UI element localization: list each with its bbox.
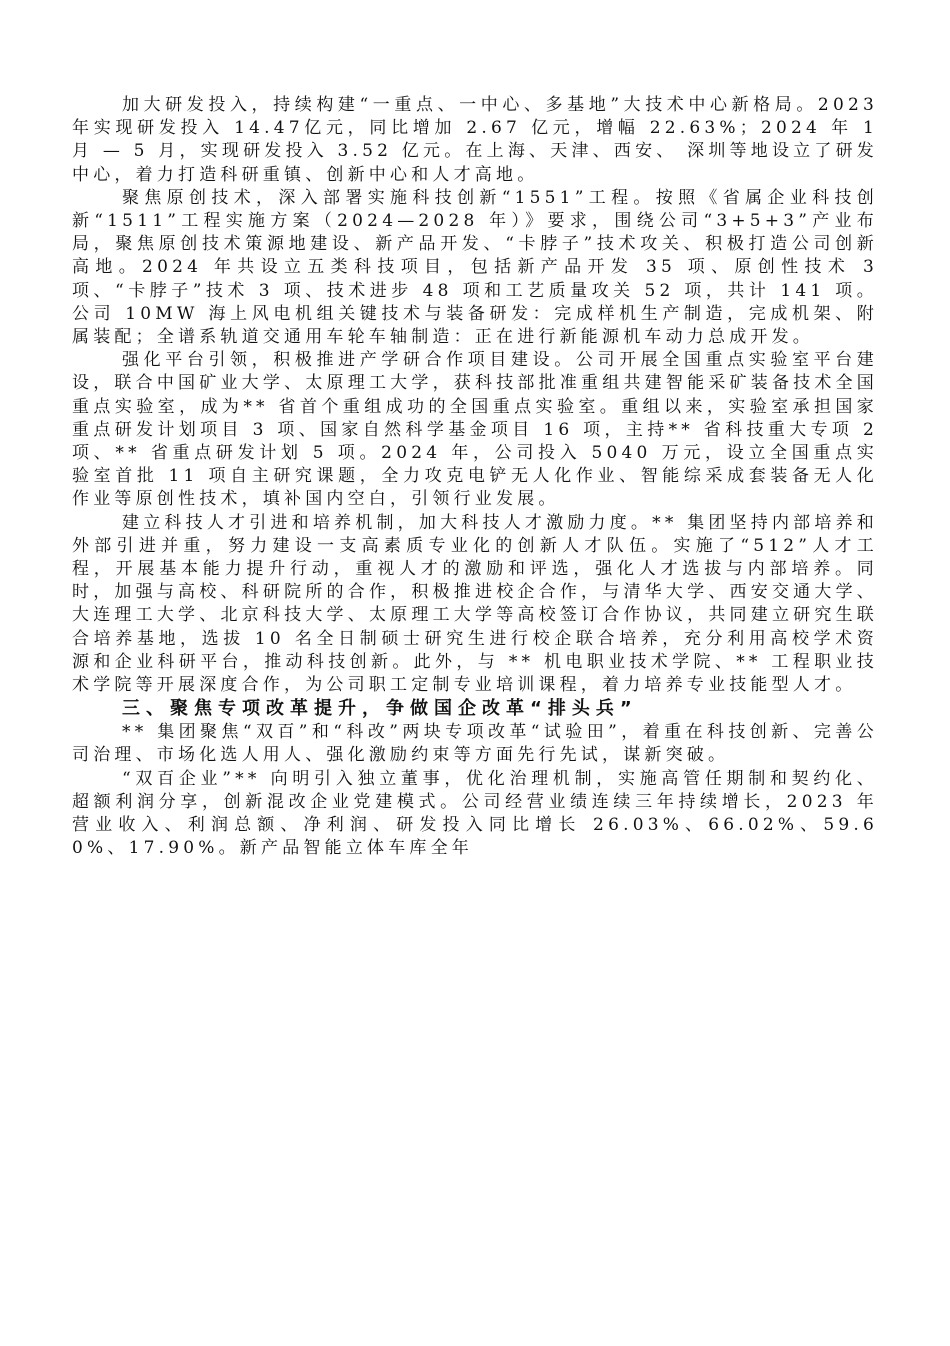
paragraph-special-reform: ** 集团聚焦“双百”和“科改”两块专项改革“试验田”，着重在科技创新、完善公司治理、市场化选人用人、强化激励约束等方面先行先试，谋新突破。 — [72, 722, 878, 766]
paragraph-platform-leadership: 强化平台引领，积极推进产学研合作项目建设。公司开展全国重点实验室平台建设，联合中国矿业大学、太原理工大学，获科技部批准重组共建智能采矿装备技术全国重点实验室，成为** 省首个重组成功的全国重点实验室。重组以来，实验室承担国家重点研发计划项目 3 项、国家自然科学基金项目 16 项，主持** 省科技重大专项 2 项、** 省重点研发计划 5 项。2024 年，公司投入 5040 万元，设立全国重点实验室首批 11 项自主研究课题，全力攻克电铲无人化作业、智能综采成套装备无人化作业等原创性技术，填补国内空白，引领行业发展。 — [72, 350, 878, 510]
paragraph-rd-investment: 加大研发投入，持续构建“一重点、一中心、多基地”大技术中心新格局。2023 年实现研发投入 14.47亿元，同比增加 2.67 亿元，增幅 22.63%；2024 年 1 月 — 5 月，实现研发投入 3.52 亿元。在上海、天津、西安、 深圳等地设立了研发中心，着力打造科研重镇、创新中心和人才高地。 — [72, 95, 878, 185]
paragraph-talent-mechanism: 建立科技人才引进和培养机制，加大科技人才激励力度。** 集团坚持内部培养和外部引进并重，努力建设一支高素质专业化的创新人才队伍。实施了“512”人才工程，开展基本能力提升行动，重视人才的激励和评选，强化人才选拔与内部培养。同时，加强与高校、科研院所的合作，积极推进校企合作，与清华大学、西安交通大学、大连理工大学、北京科技大学、太原理工大学等高校签订合作协议，共同建立研究生联合培养基地，选拔 10 名全日制硕士研究生进行校企联合培养，充分利用高校学术资源和企业科研平台，推动科技创新。此外，与 ** 机电职业技术学院、** 工程职业技术学院等开展深度合作，为公司职工定制专业培训课程，着力培养专业技能型人才。 — [72, 512, 878, 696]
section-heading-reform: 三、聚焦专项改革提升，争做国企改革“排头兵” — [122, 698, 638, 720]
paragraph-double-hundred: “双百企业”** 向明引入独立董事，优化治理机制，实施高管任期制和契约化、超额利润分享，创新混改企业党建模式。公司经营业绩连续三年持续增长，2023 年营业收入、利润总额、净利润、研发投入同比增长 26.03%、66.02%、59.60%、17.90%。新产品智能立体车库全年 — [72, 768, 878, 859]
document-page — [72, 94, 878, 861]
paragraph-original-technology: 聚焦原创技术，深入部署实施科技创新“1551”工程。按照《省属企业科技创新“1511”工程实施方案（2024—2028 年）》要求，围绕公司“3+5+3”产业布局，聚焦原创技术策源地建设、新产品开发、“卡脖子”技术攻关、积极打造公司创新高地。2024 年共设立五类科技项目，包括新产品开发 35 项、原创性技术 3 项、“卡脖子”技术 3 项、技术进步 48 项和工艺质量攻关 52 项，共计 141 项。公司 10MW 海上风电机组关键技术与装备研发：完成样机生产制造，完成机架、附属装配；全谱系轨道交通用车轮车轴制造：正在进行新能源机车动力总成开发。 — [72, 187, 878, 348]
